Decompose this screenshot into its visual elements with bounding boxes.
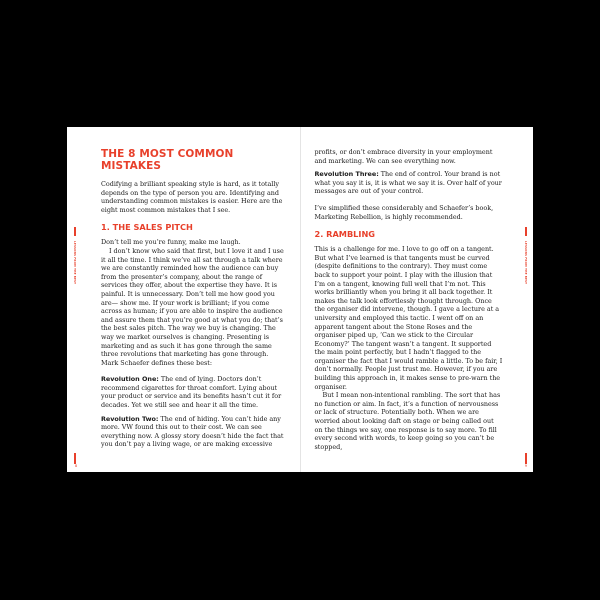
chapter-heading: THE 8 MOST COMMON MISTAKES xyxy=(101,148,234,172)
right-text-column xyxy=(315,148,503,451)
revolution-one-paragraph: Revolution One: The end of lying. Doctors don’t recommend cigarettes for throat comfort. Lying about your product or service and its benefits hasn’t cut it for decades. Yet we still see and hear it all the time. xyxy=(101,375,282,410)
paragraph: I don’t know who said that first, but I love it and I use it all the time. I think we’ve all sat through a talk where we are constantly reminded how the audience can buy from the presenter’s company, about the range of services they offer, about the expertise they have. It is painful. It is unnecessary. Don’t tell me how good you are— show me. If your work is brilliant; if you come across as human; if you are able to inspire the audience and assure them that you’re good at what you do; that’s the best sales pitch. The way we buy is changing. The way we market ourselves is changing. Presenting is marketing and as such it has gone through the same three revolutions that marketing has gone through. Mark Schaefer defines these best: xyxy=(101,246,284,367)
revolution-two-paragraph: Revolution Two: The end of hiding. You can’t hide any more. VW found this out to their cost. We can see everything now. A glossy story doesn’t hide the fact that you don’t pay a living wage, or are making excessive xyxy=(101,414,284,449)
page-number: 9 xyxy=(524,464,527,468)
paragraph: But I mean non-intentional rambling. The sort that has no function or aim. In fact, it’s a function of nervousness or lack of structure. Potentially both. When we are worried about looking daft on stage or being called out on the things we say, one response is to say more. To fill every second with words, to keep going so you can’t be stopped, xyxy=(314,391,501,451)
left-page xyxy=(67,127,301,472)
page-number: 8 xyxy=(75,464,78,468)
running-head-bar xyxy=(74,227,76,236)
running-head-bar xyxy=(525,227,527,236)
revolution-two-label: Revolution Two: xyxy=(101,414,159,423)
revolution-one-label: Revolution One: xyxy=(101,375,159,384)
running-head-bar xyxy=(74,453,76,464)
paragraph: I’ve simplified these considerably and Schaefer’s book, Marketing Rebellion, is highly recommended. xyxy=(314,203,494,221)
revolution-three-paragraph: Revolution Three: The end of control. Your brand is not what you say it is, it is what we say it is. Over half of your messages are out of your control. xyxy=(314,170,502,196)
section-heading-sales-pitch: 1. THE SALES PITCH xyxy=(101,222,193,233)
paragraph: This is a challenge for me. I love to go off on a tangent. But what I’ve learned is that tangents must be curved (despite definitions to the contrary). They must come back to support your point. I play with the illusion that I’m on a tangent, knowing full well that I’m not. This works brilliantly when you bring it all back together. It makes the talk look effortlessly thought through. Once the organiser did intervene, though. I gave a lecture at a university and employed this tactic. I went off on an apparent tangent about the Stone Roses and the organiser piped up, ‘Can we stick to the Circular Economy?’ The tangent wasn’t a tangent. It supported the main point perfectly, but I hadn’t flagged to the organiser the fact that I would ramble a little. To be fair, I don’t normally. People just trust me. However, if you are building this approach in, it makes sense to pre-warn the organiser. xyxy=(314,245,503,391)
book-spread xyxy=(67,127,533,472)
paragraph: Don’t tell me you’re funny, make me laugh. xyxy=(101,238,241,247)
intro-paragraph: Codifying a brilliant speaking style is hard, as it totally depends on the type of person you are. Identifying and understanding common mistakes is easier. Here are the eight most common mistakes that I see. xyxy=(101,180,283,214)
paragraph: profits, or don’t embrace diversity in your employment and marketing. We can see everything now. xyxy=(314,148,493,165)
section-heading-rambling: 2. RAMBLING xyxy=(314,229,376,240)
running-head-bar xyxy=(525,453,527,464)
left-text-column xyxy=(101,148,287,449)
running-head-text: LESSONS FROM THE BEST xyxy=(73,241,77,285)
running-head-text: LESSONS FROM THE BEST xyxy=(524,241,528,285)
right-page xyxy=(301,127,534,472)
revolution-three-label: Revolution Three: xyxy=(314,170,379,179)
